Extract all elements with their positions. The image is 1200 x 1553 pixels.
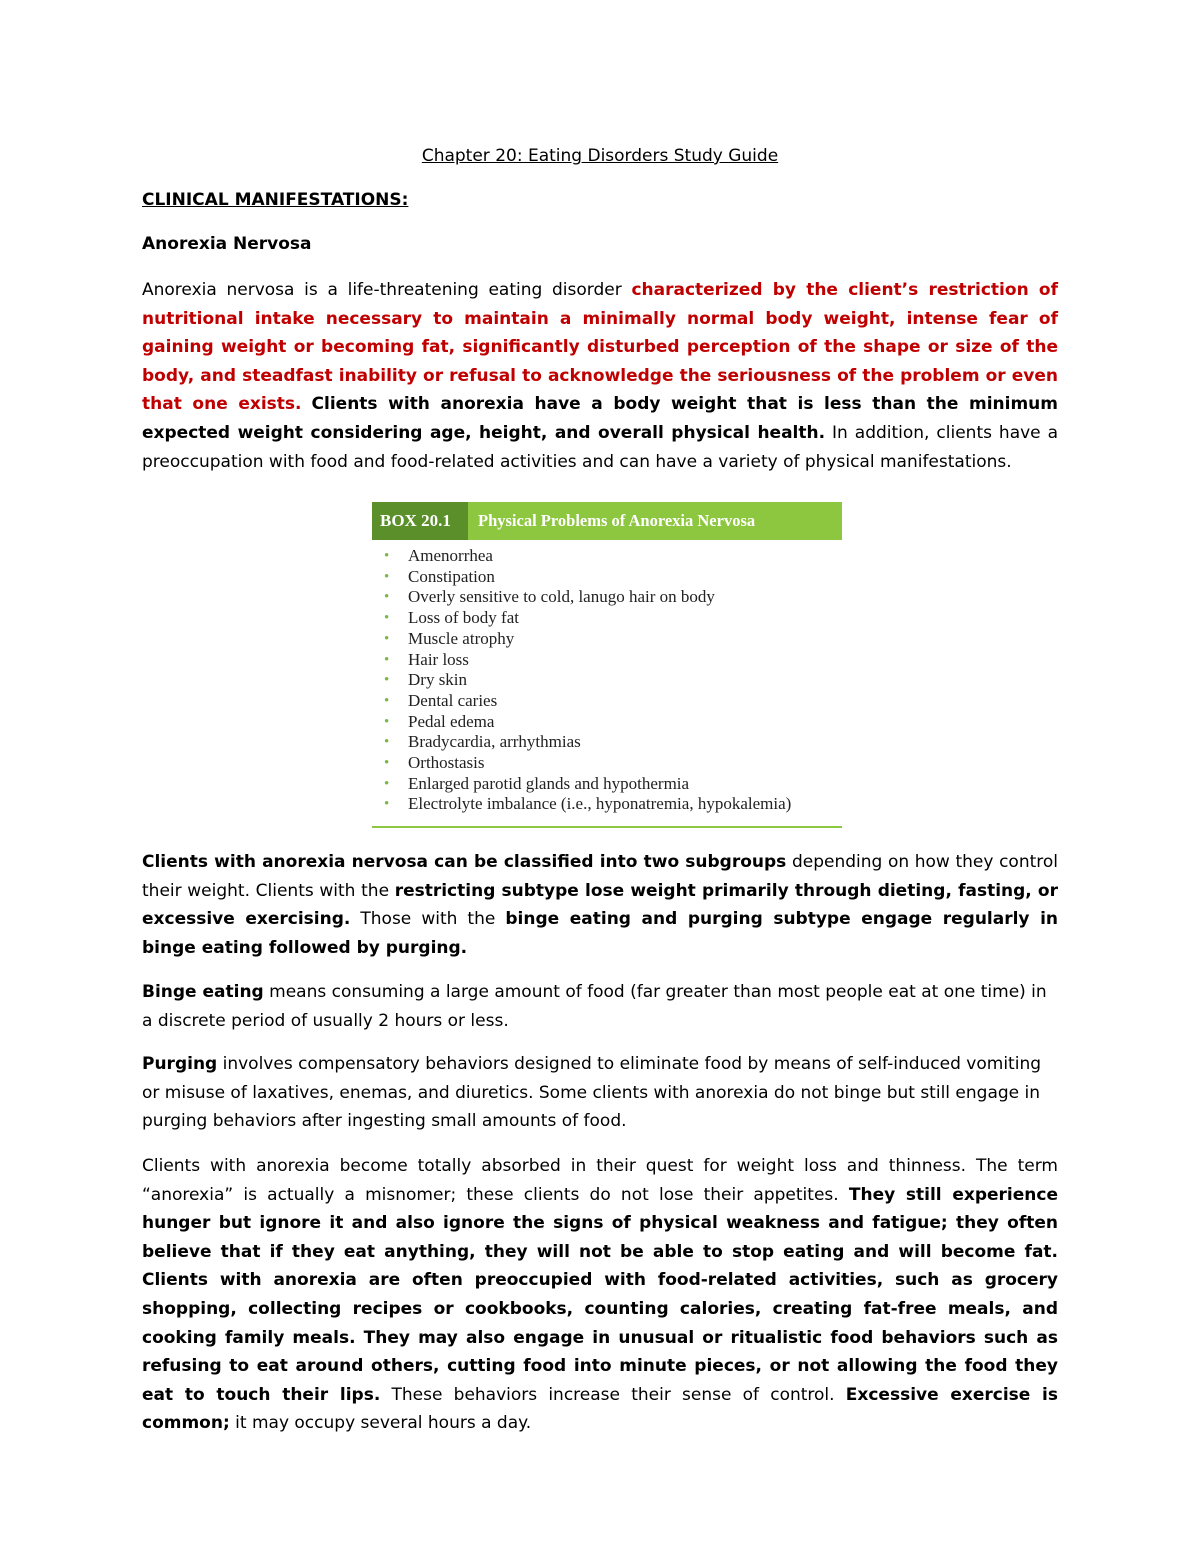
box-number: BOX 20.1 [372,502,468,540]
list-item: • Loss of body fat [384,608,519,628]
document-title: Chapter 20: Eating Disorders Study Guide [421,146,779,166]
list-item: • Enlarged parotid glands and hypothermia [384,773,690,793]
bullet-icon: • [384,755,390,772]
bullet-icon: • [384,548,390,564]
list-item: • Overly sensitive to cold, lanugo hair on body [384,587,715,607]
paragraph-behaviors: Clients with anorexia become totally absorbed in their quest for weight loss and thinness. The term “anorexia” is actually a misnomer; these clients do not lose their appetites. They still experience hunger but ignore it and also ignore the signs of physical weakness and fatigue; they often believe that if they eat anything, they will not be able to stop eating and will become fat. Clients with anorexia are often preoccupied with food-related activities, such as grocery shopping, collecting recipes or cookbooks, counting calories, creating fat-free meals, and cooking family meals. They may also engage in unusual or ritualistic food behaviors such as refusing to eat around others, cutting food into minute pieces, or not allowing the food they eat to touch their lips. These behaviors increase their sense of control. Excessive exercise is common; it may occupy several hours a day. [142,1156,1058,1434]
box-header [372,502,842,540]
paragraph-definition [142,276,1058,476]
paragraph-binge-eating: Binge eating means consuming a large amount of food (far greater than most people eat at one time) in a discrete period of usually 2 hours or less. [142,982,1047,1031]
list-item: • Orthostasis [384,753,485,773]
bullet-icon: • [384,568,390,585]
list-item: • Hair loss [384,649,469,669]
box-title: Physical Problems of Anorexia Nervosa [478,511,756,530]
list-item: • Dental caries [384,690,498,710]
subheading-anorexia: Anorexia Nervosa [142,234,312,254]
bullet-icon: • [384,610,390,627]
paragraph-purging: Purging involves compensatory behaviors designed to eliminate food by means of self-induced vomiting or misuse of laxatives, enemas, and diuretics. Some clients with anorexia do not binge but still engage in purging behaviors after ingesting small amounts of food. [142,1054,1042,1132]
bullet-icon: • [384,589,390,606]
bullet-icon: • [384,796,390,813]
box-list [372,546,791,815]
bullet-icon: • [384,734,390,751]
definition-weight: Clients with anorexia have a body weight that is less than the minimum expected weight considering age, height, and overall physical health. [142,394,1058,443]
bullet-icon: • [384,651,390,668]
definition-highlight: characterized by the client’s restriction of nutritional intake necessary to maintain a minimally normal body weight, intense fear of gaining weight or becoming fat, significantly disturbed perception of the shape or size of the body, and steadfast inability or refusal to acknowledge the seriousness of the problem or even that one exists. [142,280,1058,415]
list-item: • Amenorrhea [384,546,493,565]
list-item: • Dry skin [384,670,468,690]
section-heading: CLINICAL MANIFESTATIONS: [142,190,409,210]
term-purging: Purging [142,1054,218,1074]
list-item: • Electrolyte imbalance (i.e., hyponatremia, hypokalemia) [384,794,792,814]
paragraph-subgroups: Clients with anorexia nervosa can be classified into two subgroups depending on how they control their weight. Clients with the restricting subtype lose weight primarily through dieting, fasting, or excessive exercising. Those with the binge eating and purging subtype engage regularly in binge eating followed by purging. [142,852,1059,958]
list-item: • Pedal edema [384,711,495,731]
list-item: • Bradycardia, arrhythmias [384,732,581,752]
box-physical-problems [372,502,842,828]
bullet-icon: • [384,775,390,792]
bullet-icon: • [384,692,390,709]
term-binge-eating: Binge eating [142,982,264,1002]
list-item: • Muscle atrophy [384,628,515,648]
bullet-icon: • [384,672,390,689]
definition-intro: Anorexia nervosa is a life-threatening eating disorder [142,280,632,300]
definition-outro: In addition, clients have a preoccupation with food and food-related activities and can have a variety of physical manifestations. [142,422,1058,472]
bullet-icon: • [384,630,390,647]
bullet-icon: • [384,713,390,730]
list-item: • Constipation [384,566,495,586]
box-bottom-rule [372,826,842,828]
